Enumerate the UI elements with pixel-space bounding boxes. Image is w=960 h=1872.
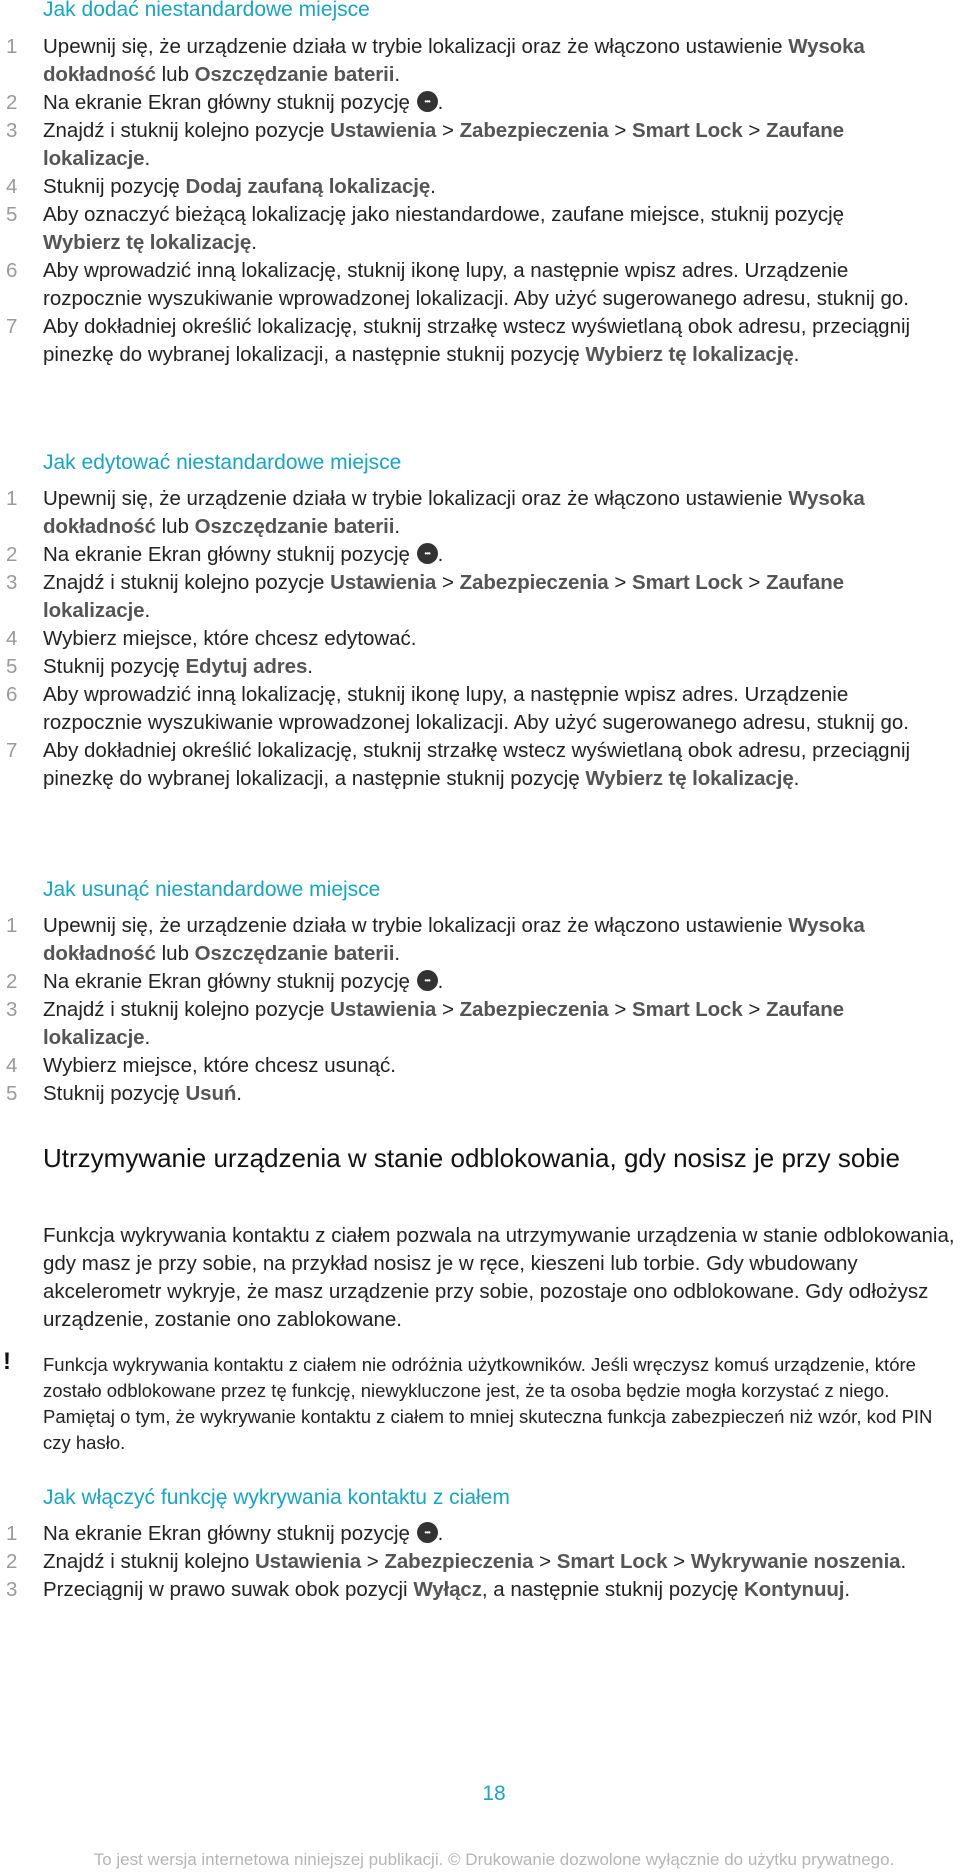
step-text: Wybierz miejsce, które chcesz edytować. [43,627,417,650]
steps-add-place [0,33,960,369]
step-item [0,1548,923,1576]
step-text: Znajdź i stuknij kolejno pozycje [43,119,331,142]
step-text: Na ekranie Ekran główny stuknij pozycję [43,543,416,566]
ui-term: Ustawienia [330,998,437,1021]
step-text: . [307,655,313,678]
step-text: . [793,767,800,790]
step-text: Upewnij się, że urządzenie działa w trybie lokalizacji oraz że włączono ustawienie [43,35,789,58]
step-text: Przeciągnij w prawo suwak obok pozycji [43,1578,414,1601]
apps-icon [417,543,438,564]
step-number: 2 [6,543,18,566]
step-text: . [437,970,444,993]
step-text: Aby wprowadzić inną lokalizację, stuknij ikonę lupy, a następnie wpisz adres. Urządzenie rozpocznie wyszukiwanie wprowadzonej lokalizacji. Aby użyć sugerowanego adresu, stuknij go. [43,259,910,310]
step-item [0,541,923,569]
step-text: . [437,1522,444,1545]
step-text: Aby dokładniej określić lokalizację, stuknij strzałkę wstecz wyświetlaną obok adresu, przeciągnij pinezkę do wybranej lokalizacji, a następnie stuknij pozycję [43,315,911,366]
step-text: . [430,175,436,198]
ui-term: Dodaj zaufaną lokalizację [185,175,431,198]
step-text: . [900,1550,907,1573]
body-detection-paragraph: Funkcja wykrywania kontaktu z ciałem pozwala na utrzymywanie urządzenia w stanie odblokowania, gdy masz je przy sobie, na przykład nosisz je w ręce, kieszeni lub torbie. Gdy wbudowany akcelerometr wykryje, że masz urządzenie przy sobie, pozostaje ono odblokowane. Gdy odłożysz urządzenie, zostanie ono zablokowane. [43,1224,955,1331]
step-number: 1 [6,914,18,937]
step-number: 1 [6,1522,18,1545]
step-text: , a następnie stuknij pozycję [481,1578,744,1601]
step-number: 5 [6,203,18,226]
apps-icon [417,1522,438,1543]
step-item [0,996,923,1052]
step-number: 2 [6,1550,18,1573]
ui-term: Smart Lock [632,998,743,1021]
step-text: Znajdź i stuknij kolejno pozycje [43,571,331,594]
step-text: . [793,343,800,366]
ui-term: Wysoka dokładność [43,487,865,538]
step-text: > [608,571,632,594]
step-item [0,1052,923,1080]
warning-icon: ! [3,1348,11,1375]
ui-term: Smart Lock [632,119,743,142]
step-item [0,201,923,257]
ui-term: Ustawienia [254,1550,362,1573]
step-text: > [742,998,767,1021]
step-text: . [144,1026,151,1049]
step-text: Znajdź i stuknij kolejno pozycje [43,998,331,1021]
ui-term: Ustawienia [330,119,437,142]
ui-term: Edytuj adres [185,655,308,678]
ui-term: Zaufane lokalizacje [43,998,844,1049]
step-text: Znajdź i stuknij kolejno [43,1550,255,1573]
step-text: . [844,1578,851,1601]
step-item [0,681,923,737]
step-text: lub [155,515,195,538]
section-title-enable-body-detection: Jak włączyć funkcję wykrywania kontaktu z ciałem [43,1486,510,1509]
step-text: . [437,91,444,114]
step-number: 2 [6,91,18,114]
step-number: 7 [6,739,18,762]
step-item [0,1520,923,1548]
step-text: > [436,119,460,142]
step-text: Upewnij się, że urządzenie działa w trybie lokalizacji oraz że włączono ustawienie [43,914,789,937]
steps-remove-place [0,912,960,1108]
ui-term: Oszczędzanie baterii [194,942,395,965]
ui-term: Wybierz tę lokalizację [43,231,252,254]
step-item [0,117,923,173]
step-text: . [394,515,401,538]
step-number: 3 [6,998,18,1021]
ui-term: Kontynuuj [743,1578,845,1601]
page-number: 18 [482,1782,506,1805]
step-item [0,653,923,681]
step-number: 3 [6,571,18,594]
step-number: 4 [6,627,18,650]
step-item [0,912,923,968]
ui-term: Zaufane lokalizacje [43,119,844,170]
step-number: 1 [6,35,18,58]
step-number: 4 [6,175,18,198]
step-text: . [394,63,401,86]
ui-term: Oszczędzanie baterii [194,515,395,538]
step-number: 3 [6,119,18,142]
step-text: > [608,998,632,1021]
step-text: Stuknij pozycję [43,175,186,198]
step-text: . [394,942,401,965]
ui-term: Oszczędzanie baterii [194,63,395,86]
section-title-remove-place: Jak usunąć niestandardowe miejsce [43,878,381,901]
step-item [0,485,923,541]
step-text: > [667,1550,691,1573]
ui-term: Wyłącz [413,1578,482,1601]
step-text: lub [155,63,195,86]
step-text: Na ekranie Ekran główny stuknij pozycję [43,91,416,114]
ui-term: Ustawienia [330,571,437,594]
step-text: Upewnij się, że urządzenie działa w trybie lokalizacji oraz że włączono ustawienie [43,487,789,510]
step-text: > [742,571,767,594]
step-text: Na ekranie Ekran główny stuknij pozycję [43,970,416,993]
step-text: Wybierz miejsce, które chcesz usunąć. [43,1054,396,1077]
step-number: 1 [6,487,18,510]
step-text: Aby oznaczyć bieżącą lokalizację jako niestandardowe, zaufane miejsce, stuknij pozycję [43,203,845,226]
footer-notice: To jest wersja internetowa niniejszej publikacji. © Drukowanie dozwolone wyłącznie do użytku prywatnego. [93,1850,895,1869]
step-item [0,569,923,625]
section-title-add-place: Jak dodać niestandardowe miejsce [43,0,370,21]
steps-enable-body-detection [0,1520,960,1604]
step-text: Stuknij pozycję [43,1082,186,1105]
section-title-edit-place: Jak edytować niestandardowe miejsce [43,451,402,474]
step-item [0,968,923,996]
ui-term: Wybierz tę lokalizację [585,767,794,790]
step-item [0,173,923,201]
ui-term: Wykrywanie noszenia [690,1550,901,1573]
step-item [0,737,923,793]
step-number: 7 [6,315,18,338]
step-item [0,313,923,369]
apps-icon [417,91,438,112]
step-item [0,1576,923,1604]
ui-term: Wysoka dokładność [43,35,865,86]
step-text: . [437,543,444,566]
step-text: > [742,119,767,142]
step-text: Aby wprowadzić inną lokalizację, stuknij ikonę lupy, a następnie wpisz adres. Urządzenie rozpocznie wyszukiwanie wprowadzonej lokalizacji. Aby użyć sugerowanego adresu, stuknij go. [43,683,910,734]
ui-term: Wysoka dokładność [43,914,865,965]
step-text: Na ekranie Ekran główny stuknij pozycję [43,1522,416,1545]
ui-term: Zabezpieczenia [384,1550,534,1573]
ui-term: Zaufane lokalizacje [43,571,844,622]
step-number: 6 [6,683,18,706]
apps-icon [417,970,438,991]
step-item [0,1080,923,1108]
step-number: 6 [6,259,18,282]
ui-term: Smart Lock [632,571,743,594]
step-number: 2 [6,970,18,993]
steps-edit-place [0,485,960,793]
step-number: 5 [6,655,18,678]
step-text: . [251,231,257,254]
step-text: Stuknij pozycję [43,655,186,678]
ui-term: Wybierz tę lokalizację [585,343,794,366]
ui-term: Usuń [185,1082,237,1105]
ui-term: Zabezpieczenia [459,998,609,1021]
step-text: . [144,599,151,622]
ui-term: Smart Lock [556,1550,668,1573]
step-text: . [236,1082,242,1105]
step-text: > [533,1550,557,1573]
body-detection-heading: Utrzymywanie urządzenia w stanie odblokowania, gdy nosisz je przy sobie [43,1143,900,1173]
step-text: lub [155,942,195,965]
step-text: Aby dokładniej określić lokalizację, stuknij strzałkę wstecz wyświetlaną obok adresu, przeciągnij pinezkę do wybranej lokalizacji, a następnie stuknij pozycję [43,739,911,790]
step-text: > [436,571,460,594]
ui-term: Zabezpieczenia [459,571,609,594]
step-item [0,257,923,313]
step-number: 5 [6,1082,18,1105]
step-text: > [361,1550,385,1573]
step-number: 4 [6,1054,18,1077]
step-text: > [608,119,632,142]
step-text: . [144,147,151,170]
warning-note: Funkcja wykrywania kontaktu z ciałem nie odróżnia użytkowników. Jeśli wręczysz komuś urządzenie, które zostało odblokowane przez tę funkcję, niewykluczone jest, że ta osoba będzie mogła korzystać z niego. Pamiętaj o tym, że wykrywanie kontaktu z ciałem to mniej skuteczna funkcja zabezpieczeń niż wzór, kod PIN czy hasło. [43,1354,933,1453]
step-number: 3 [6,1578,18,1601]
step-item [0,33,923,89]
ui-term: Zabezpieczenia [459,119,609,142]
step-item [0,89,923,117]
step-text: > [436,998,460,1021]
step-item [0,625,923,653]
